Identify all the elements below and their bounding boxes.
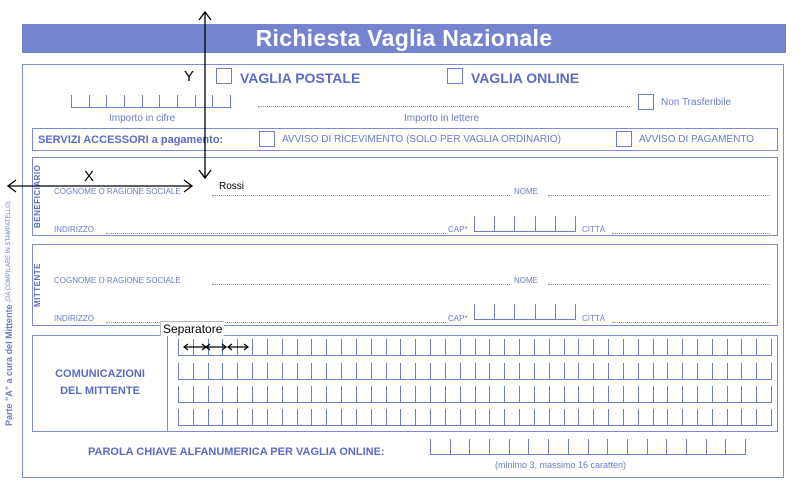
beneficiario-cap-label: CAP* [448, 225, 468, 234]
vaglia-postale-label: VAGLIA POSTALE [240, 70, 361, 86]
comunicazioni-line1: COMUNICAZIONI [55, 368, 145, 380]
importo-cifre-label: Importo in cifre [109, 113, 176, 124]
importo-lettere-label: Importo in lettere [404, 113, 480, 124]
parola-chiave-note: (minimo 3, massimo 16 caratteri) [495, 460, 627, 470]
mittente-nome-label: NOME [514, 276, 538, 285]
beneficiario-indirizzo-label: INDIRIZZO [54, 225, 94, 234]
y-annotation-label: Y [184, 68, 195, 85]
x-annotation-label: X [84, 168, 95, 185]
side-label-text: Parte "A" a cura del Mittente [4, 304, 14, 426]
beneficiario-cognome-label: COGNOME O RAGIONE SOCIALE [54, 187, 181, 196]
comunicazioni-line2: DEL MITTENTE [60, 385, 140, 397]
avviso-pagamento-label: AVVISO DI PAGAMENTO [639, 134, 755, 145]
servizi-accessori-label: SERVIZI ACCESSORI a pagamento: [38, 134, 224, 146]
mittente-citta-label: CITTÀ [582, 314, 606, 323]
mittente-cap-label: CAP* [448, 314, 468, 323]
parola-chiave-label: PAROLA CHIAVE ALFANUMERICA PER VAGLIA ONLINE: [88, 446, 385, 458]
beneficiario-citta-label: CITTÀ [582, 225, 606, 234]
vaglia-online-label: VAGLIA ONLINE [471, 70, 580, 86]
avviso-ricevimento-label: AVVISO DI RICEVIMENTO (SOLO PER VAGLIA ORDINARIO) [282, 134, 561, 145]
form-title: Richiesta Vaglia Nazionale [22, 24, 786, 53]
beneficiario-tab: BENEFICIARIO [32, 157, 48, 236]
side-label-note: (DA COMPILARE IN STAMPATELLO) [6, 201, 12, 302]
mittente-cognome-label: COGNOME O RAGIONE SOCIALE [54, 276, 181, 285]
non-trasferibile-label: Non Trasferibile [661, 97, 732, 108]
beneficiario-cognome-value: Rossi [219, 181, 245, 192]
separatore-annotation-label: Separatore [160, 321, 224, 336]
beneficiario-nome-label: NOME [514, 187, 538, 196]
mittente-tab: MITTENTE [32, 244, 48, 326]
mittente-indirizzo-label: INDIRIZZO [54, 314, 94, 323]
